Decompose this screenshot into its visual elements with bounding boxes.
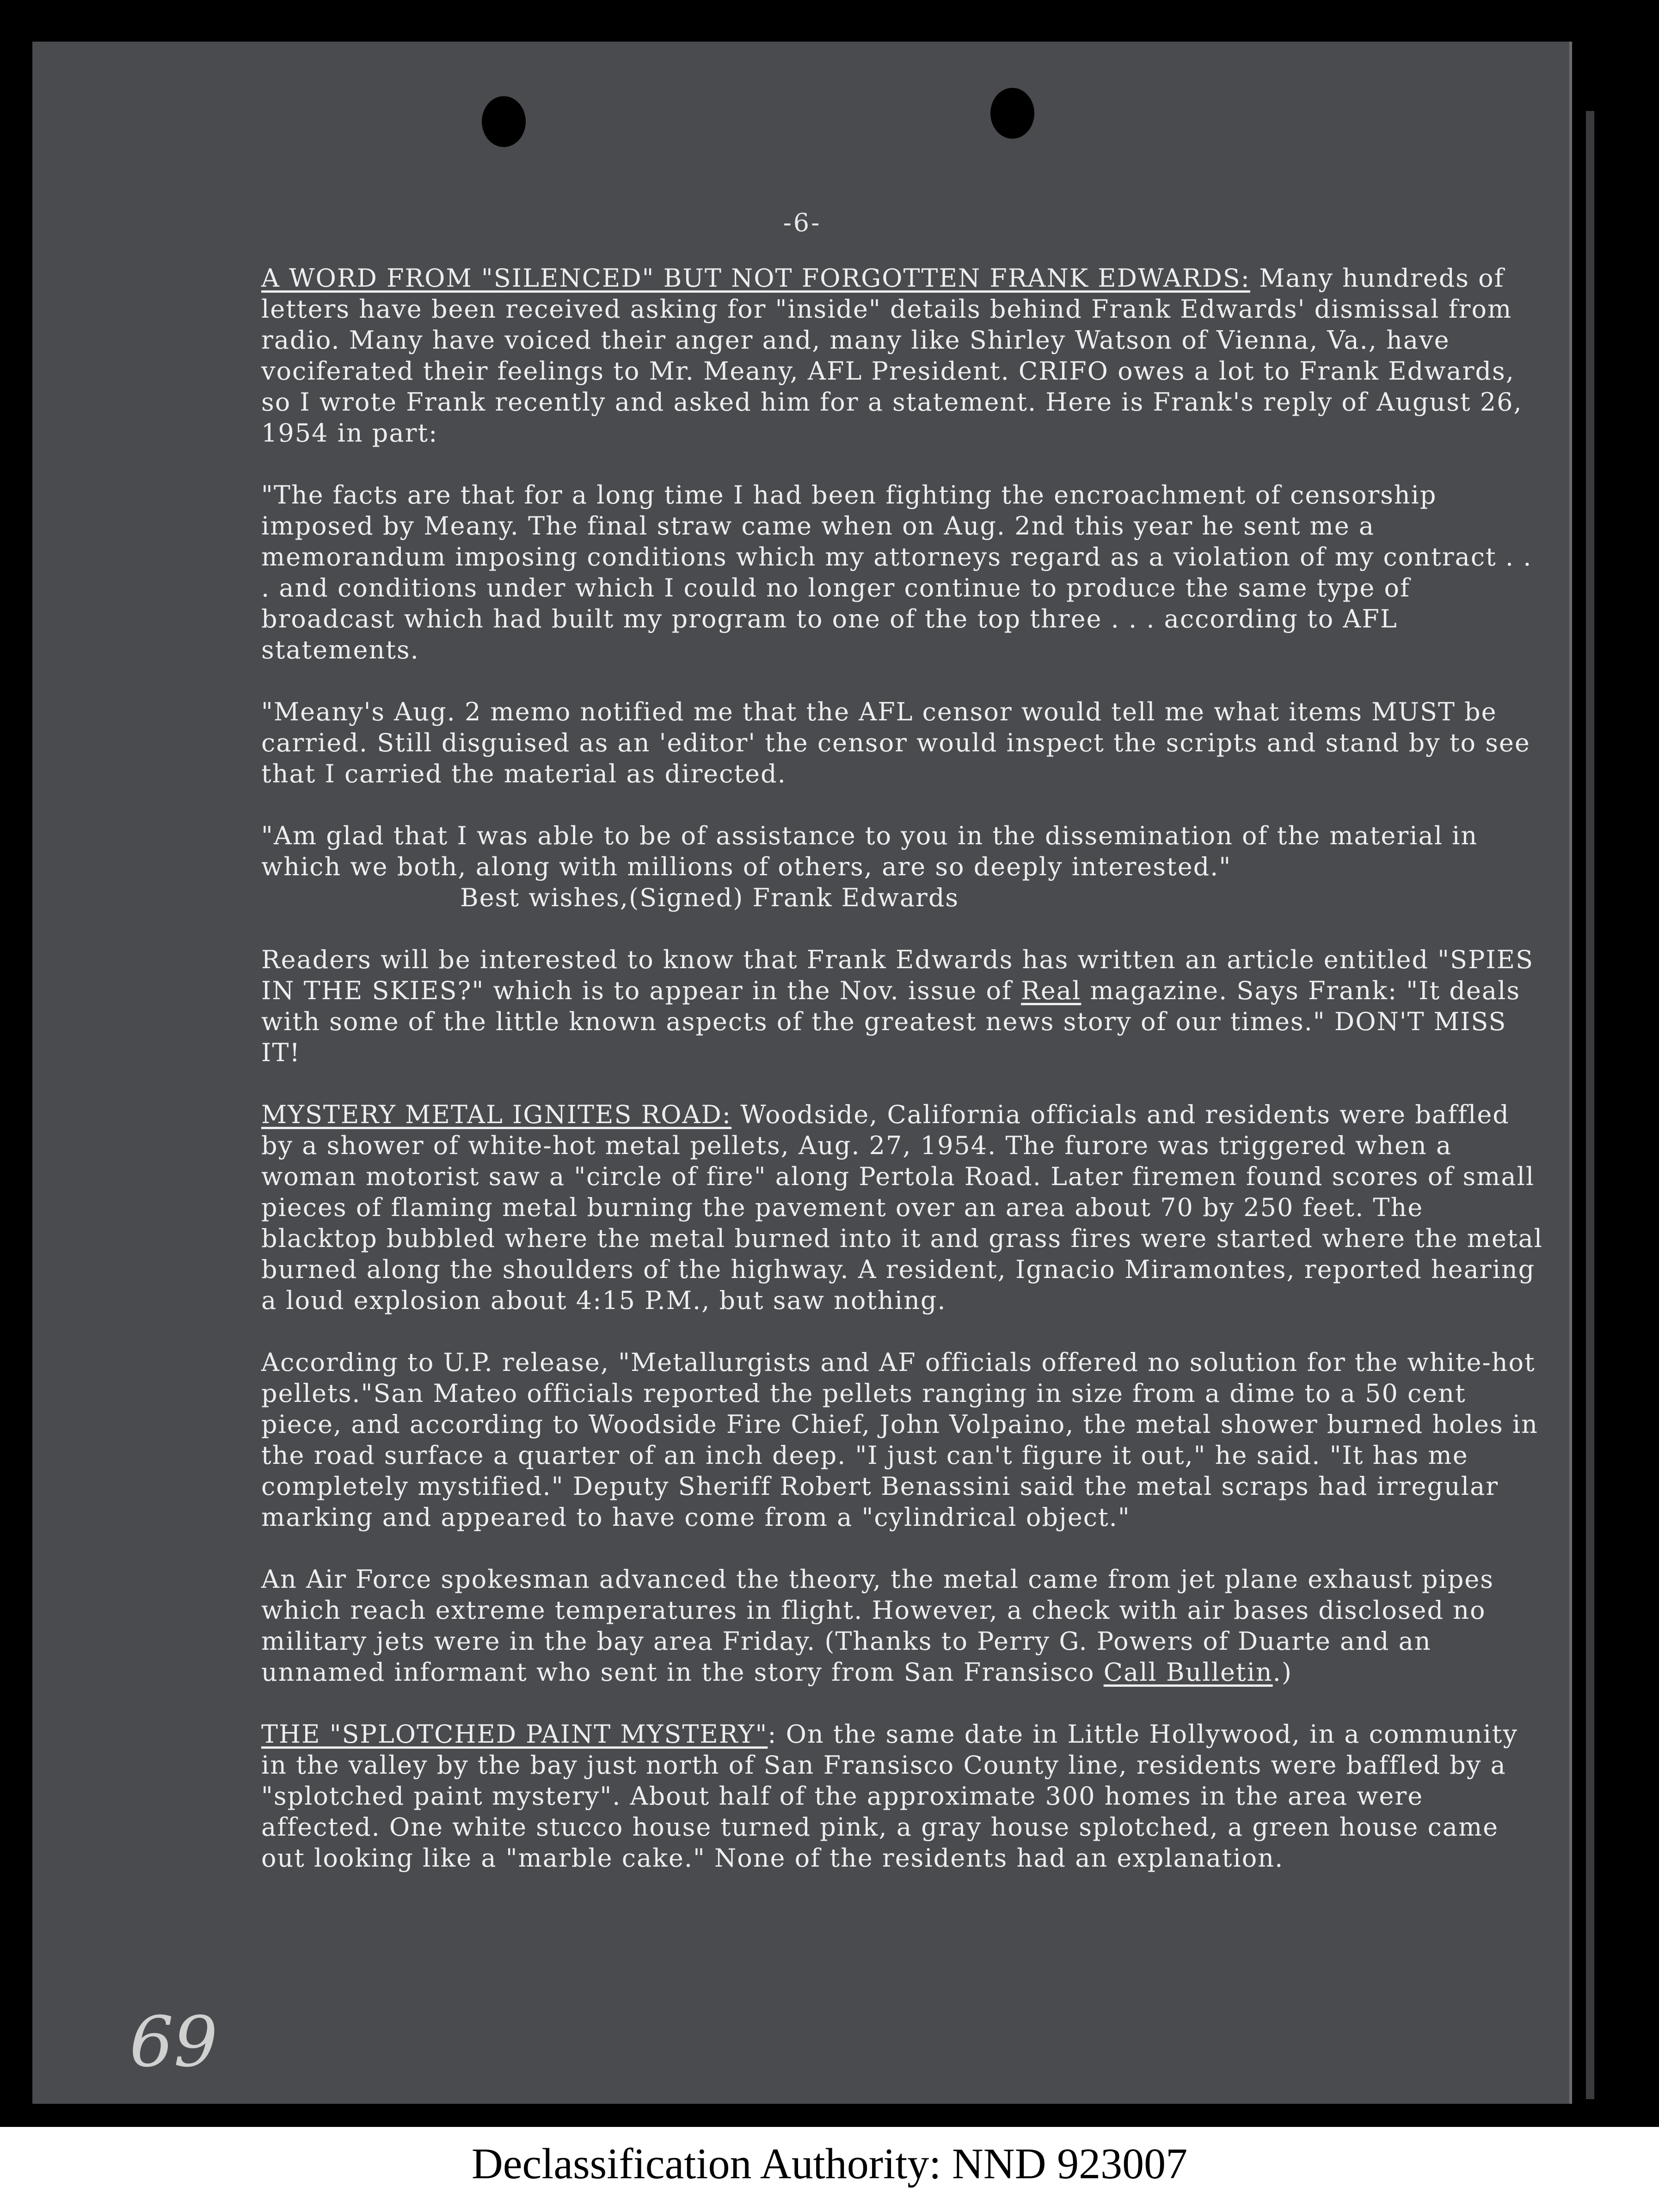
document-page [32, 42, 1572, 2104]
quote-paragraph-1: "The facts are that for a long time I had been fighting the encroachment of censorship imposed by Meany. The final straw came when on Aug. 2nd this year he sent me a memorandum imposing conditions which my attorneys regard as a violation of my contract . . . and conditions under which I could no longer continue to produce the same type of broadcast which had built my program to one of the top three . . . according to AFL statements. [261, 480, 1532, 664]
up-release-paragraph: According to U.P. release, "Metallurgists and AF officials offered no solution for the white-hot pellets."San Mateo officials reported the pellets ranging in size from a dime to a 50 cent piece, and according to Woodside Fire Chief, John Volpaino, the metal shower burned holes in the road surface a quarter of an inch deep. "I just can't figure it out," he said. "It has me completely mystified." Deputy Sheriff Robert Benassini said the metal scraps had irregular marking and appeared to have come from a "cylindrical object." [261, 1348, 1538, 1532]
magazine-title: Real [1021, 976, 1081, 1005]
page-number: -6- [783, 208, 822, 237]
section-heading-mystery-metal: MYSTERY METAL IGNITES ROAD: [261, 1100, 732, 1129]
readers-paragraph [261, 944, 1547, 1068]
air-force-text-after: .) [1272, 1658, 1292, 1687]
page-edge [1586, 111, 1594, 2099]
punch-hole-right [990, 88, 1034, 139]
handwritten-note: 69 [129, 2002, 218, 2083]
quote-paragraph-3 [261, 820, 1547, 913]
signature-line: Best wishes,(Signed) Frank Edwards [460, 883, 959, 912]
readers-text-before: Readers will be interested to know that Frank Edwards has written an article entitled "SPIES IN THE SKIES?" which is to appear in the Nov. issue of [261, 945, 1534, 1005]
air-force-text-before: An Air Force spokesman advanced the theory, the metal came from jet plane exhaust pipes which reach extreme temperatures in flight. However, a check with air bases disclosed no military jets were in the bay area Friday. (Thanks to Perry G. Powers of Duarte and an unnamed informant who sent in the story from San Fransisco [261, 1565, 1494, 1687]
mystery-metal-paragraph [261, 1099, 1547, 1316]
declassification-footer: Declassification Authority: NND 923007 [0, 2127, 1659, 2212]
air-force-paragraph [261, 1564, 1547, 1688]
readers-text-after: magazine. Says Frank: "It deals with some of the little known aspects of the greatest news story of our times." DON'T MISS IT! [261, 976, 1521, 1067]
article-body [261, 263, 1547, 1905]
section-body-mystery-metal: Woodside, California officials and residents were baffled by a shower of white-hot metal pellets, Aug. 27, 1954. The furore was triggered when a woman motorist saw a "circle of fire" along Pertola Road. Later firemen found scores of small pieces of flaming metal burning the pavement over an area about 70 by 250 feet. The blacktop bubbled where the metal burned into it and grass fires were started where the metal burned along the shoulders of the highway. A resident, Ignacio Miramontes, reported hearing a loud explosion about 4:15 P.M., but saw nothing. [261, 1100, 1543, 1315]
section-body-frank-edwards: Many hundreds of letters have been received asking for "inside" details behind Frank Edwards' dismissal from radio. Many have voiced their anger and, many like Shirley Watson of Vienna, Va., have vociferated their feelings to Mr. Meany, AFL President. CRIFO owes a lot to Frank Edwards, so I wrote Frank recently and asked him for a statement. Here is Frank's reply of August 26, 1954 in part: [261, 264, 1523, 448]
punch-hole-left [482, 96, 526, 147]
section-heading-frank-edwards: A WORD FROM "SILENCED" BUT NOT FORGOTTEN FRANK EDWARDS: [261, 264, 1250, 293]
frank-edwards-paragraph [261, 263, 1547, 449]
quote-paragraph-2: "Meany's Aug. 2 memo notified me that the AFL censor would tell me what items MUST be carried. Still disguised as an 'editor' the censor would inspect the scripts and stand by to see that I carried the material as directed. [261, 697, 1530, 788]
quote-3-text: "Am glad that I was able to be of assistance to you in the dissemination of the material in which we both, along with millions of others, are so deeply interested." [261, 821, 1478, 881]
newspaper-title: Call Bulletin [1103, 1658, 1273, 1687]
section-body-splotched-paint: : On the same date in Little Hollywood, in a community in the valley by the bay just north of San Fransisco County line, residents were baffled by a "splotched paint mystery". About half of the approximate 300 homes in the area were affected. One white stucco house turned pink, a gray house splotched, a green house came out looking like a "marble cake." None of the residents had an explanation. [261, 1720, 1518, 1873]
section-heading-splotched-paint: THE "SPLOTCHED PAINT MYSTERY" [261, 1720, 768, 1749]
splotched-paint-paragraph [261, 1719, 1547, 1874]
